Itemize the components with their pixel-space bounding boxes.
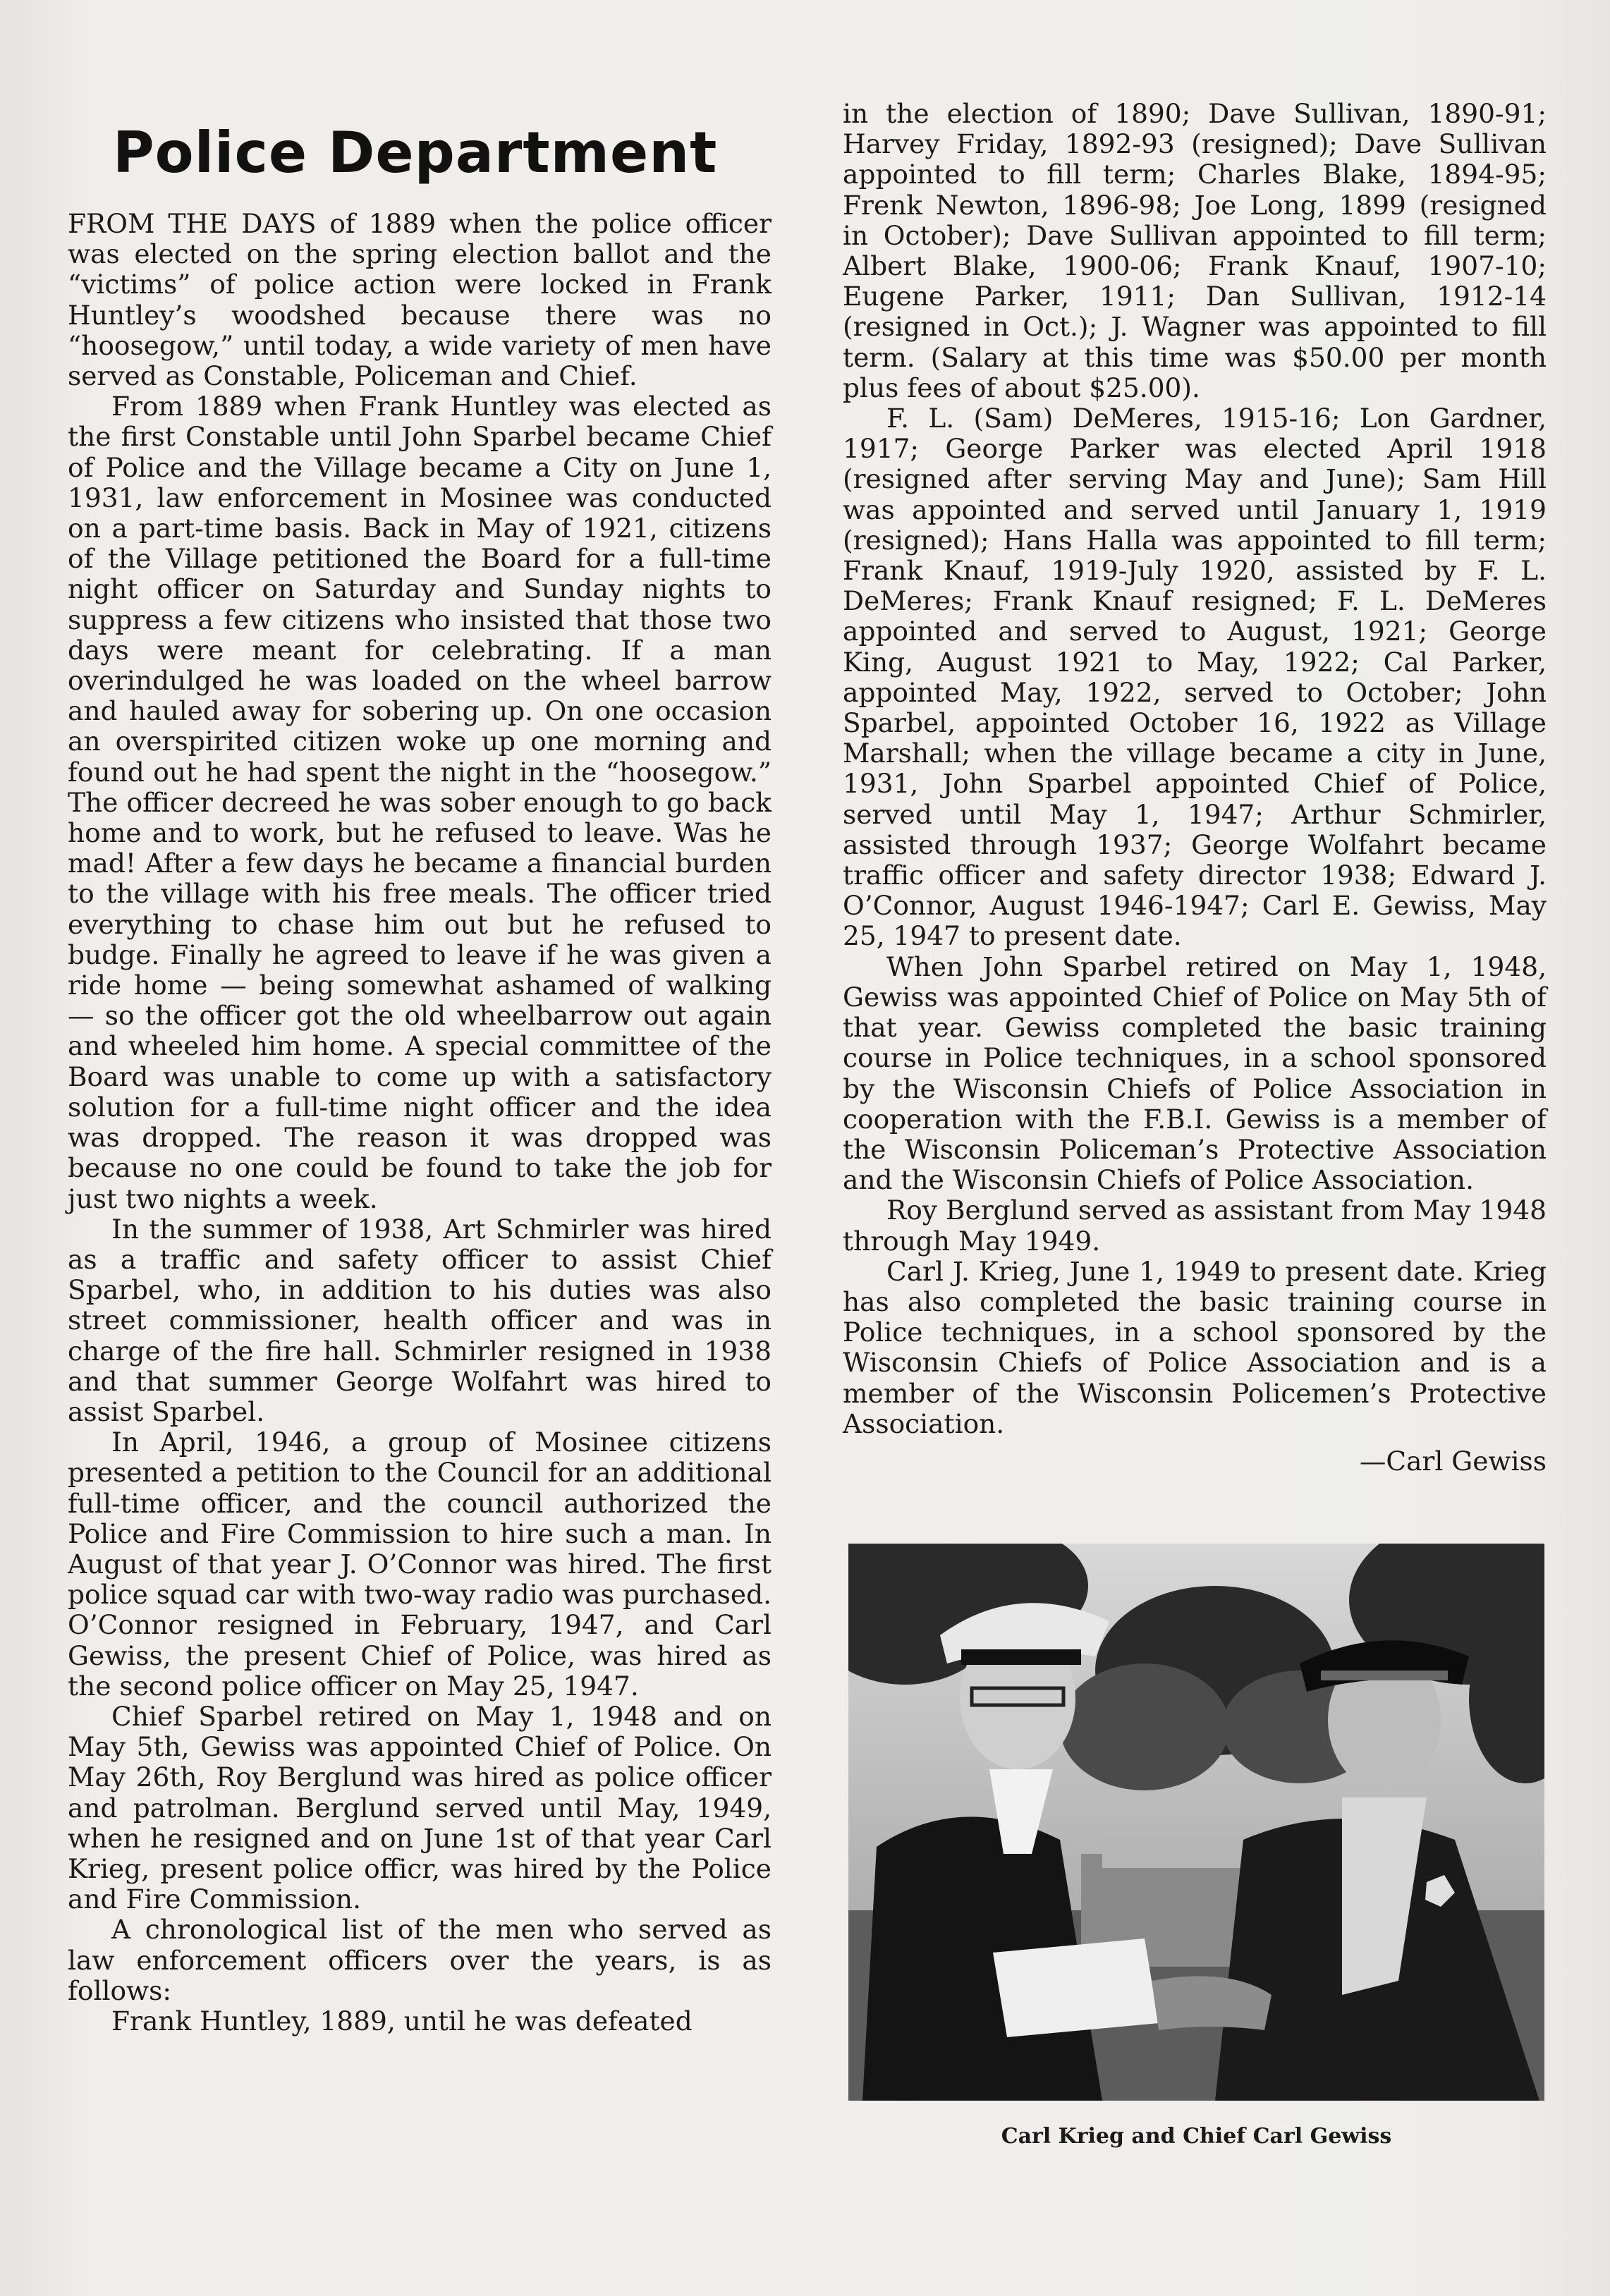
left-column [68,209,772,2037]
paragraph: Chief Sparbel retired on May 1, 1948 and on May 5th, Gewiss was appointed Chief of Police. On May 26th, Roy Berglund was hired as police officer and patrolman. Berglund served until May, 1949, when he resigned and on June 1st of that year Carl Krieg, present police officr, was hired by the Police and Fire Commission. [68,1700,772,1915]
paragraph: Frank Huntley, 1889, until he was defeated [111,2005,693,2037]
paragraph: In April, 1946, a group of Mosinee citizens presented a petition to the Council for an additional full-time officer, and the council authorized the Police and Fire Commission to hire such a man. In August of that year J. O’Connor was hired. The first police squad car with two-way radio was purchased. O’Connor resigned in February, 1947, and Carl Gewiss, the present Chief of Police, was hired as the second police officer on May 25, 1947. [68,1427,772,1702]
photo-officers [848,1544,1544,2101]
paragraph: In the summer of 1938, Art Schmirler was hired as a traffic and safety officer to assist Chief Sparbel, who, in addition to his duties was also street commissioner, health officer and was in charge of the fire hall. Schmirler resigned in 1938 and that summer George Wolfahrt was hired to assist Sparbel. [68,1213,772,1427]
paragraph: When John Sparbel retired on May 1, 1948, Gewiss was appointed Chief of Police on May 5th of that year. Gewiss completed the basic training course in Police techniques, in a school sponsored by the Wisconsin Chiefs of Police Association in cooperation with the F.B.I. Gewiss is a member of the Wisconsin Policeman’s Protective Association and the Wisconsin Chiefs of Police Association. [843,951,1547,1196]
photo-caption: Carl Krieg and Chief Carl Gewiss [1001,2124,1392,2149]
paragraph: From 1889 when Frank Huntley was elected as the first Constable until John Sparbel became Chief of Police and the Village became a City on June 1, 1931, law enforcement in Mosinee was conducted on a part-time basis. Back in May of 1921, citizens of the Village petitioned the Board for a full-time night officer on Saturday and Sunday nights to suppress a few citizens who insisted that those two days were meant for celebrating. If a man overindulged he was loaded on the wheel barrow and hauled away for sobering up. On one occasion an overspirited citizen woke up one morning and found out he had spent the night in the “hoosegow.” The officer decreed he was sober enough to go back home and to work, but he refused to leave. Was he mad! After a few days he became a financial burden to the village with his free meals. The officer tried everything to chase him out but he refused to budge. Finally he agreed to leave if he was given a ride home — being somewhat ashamed of walking — so the officer got the old wheelbarrow out again and wheeled him home. A special committee of the Board was unable to come up with a satisfactory solution for a full-time night officer and the idea was dropped. The reason it was dropped was because no one could be found to take the job for just two nights a week. [68,391,772,1214]
photo-illustration [848,1544,1544,2101]
paragraph: Carl J. Krieg, June 1, 1949 to present date. Krieg has also completed the basic training course in Police techniques, in a school sponsored by the Wisconsin Chiefs of Police Association and is a member of the Wisconsin Policemen’s Protective Association. [843,1255,1547,1439]
paragraph: F. L. (Sam) DeMeres, 1915-16; Lon Gardner, 1917; George Parker was elected April 1918 (resigned after serving May and June); Sam Hill was appointed and served until January 1, 1919 (resigned); Hans Halla was appointed to fill term; Frank Knauf, 1919-July 1920, assisted by F. L. DeMeres; Frank Knauf resigned; F. L. DeMeres appointed and served to August, 1921; George King, August 1921 to May, 1922; Cal Parker, appointed May, 1922, served to October; John Sparbel, appointed October 16, 1922 as Village Marshall; when the village became a city in June, 1931, John Sparbel appointed Chief of Police, served until May 1, 1947; Arthur Schmirler, assisted through 1937; George Wolfahrt became traffic officer and safety director 1938; Edward J. O’Connor, August 1946-1947; Carl E. Gewiss, May 25, 1947 to present date. [843,403,1547,952]
paragraph: Roy Berglund served as assistant from May 1948 through May 1949. [843,1195,1547,1257]
paragraph: A chronological list of the men who served as law enforcement officers over the years, is as follows: [68,1914,772,2006]
page-title: Police Department [113,120,718,185]
right-column [843,99,1547,1477]
signature: —Carl Gewiss [1359,1445,1547,1477]
paragraph: in the election of 1890; Dave Sullivan, 1890-91; Harvey Friday, 1892-93 (resigned); Dave Sullivan appointed to fill term; Charles Blake, 1894-95; Frenk Newton, 1896-98; Joe Long, 1899 (resigned in October); Dave Sullivan appointed to fill term; Albert Blake, 1900-06; Frank Knauf, 1907-10; Eugene Parker, 1911; Dan Sullivan, 1912-14 (resigned in Oct.); J. Wagner was appointed to fill term. (Salary at this time was $50.00 per month plus fees of about $25.00). [843,98,1547,403]
paragraph: FROM THE DAYS of 1889 when the police officer was elected on the spring election ballot and the “victims” of police action were locked in Frank Huntley’s woodshed because there was no “hoosegow,” until today, a wide variety of men have served as Constable, Policeman and Chief. [68,208,772,392]
